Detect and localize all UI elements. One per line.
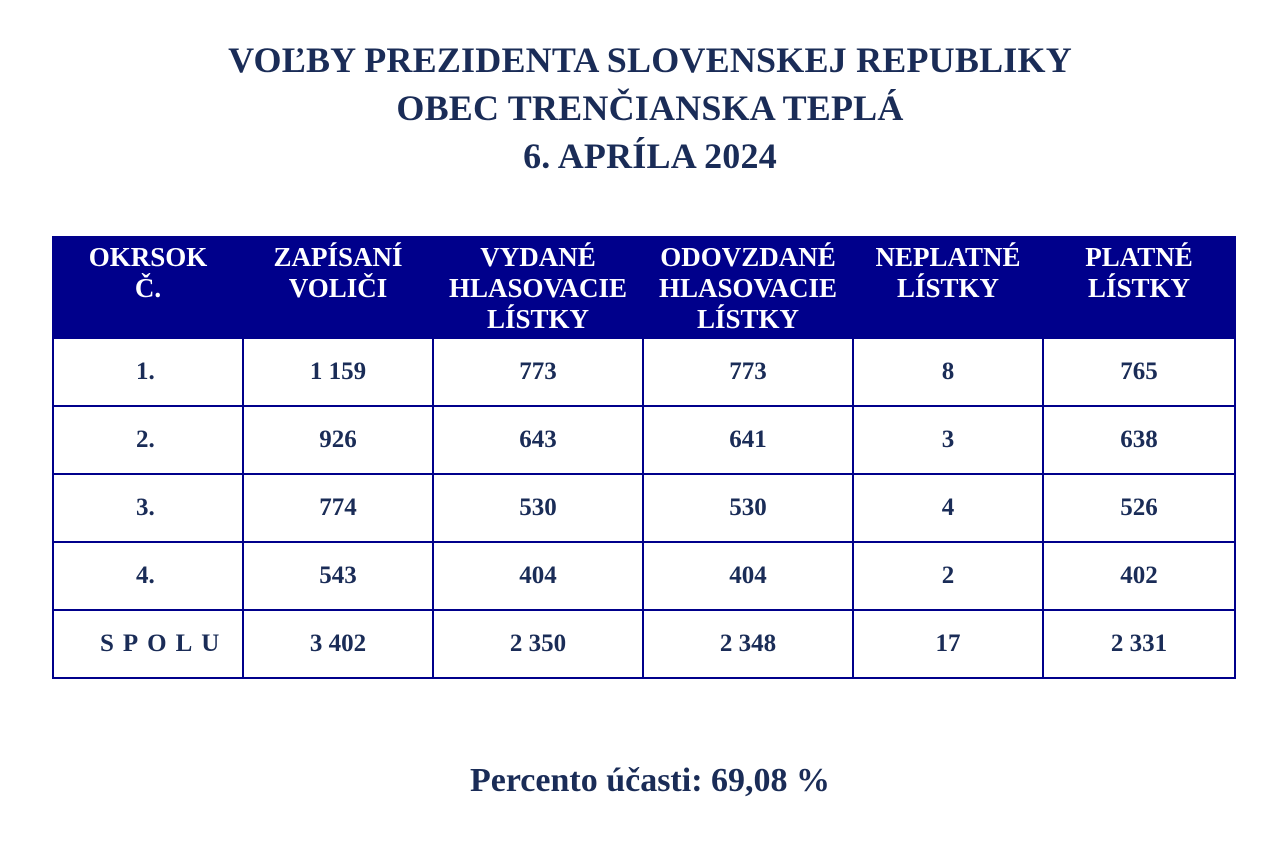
cell-submitted: 404 (643, 542, 853, 610)
cell-invalid: 8 (853, 338, 1043, 406)
header-submitted-line1: ODOVZDANÉ (660, 242, 836, 272)
title-line-municipality: OBEC TRENČIANSKA TEPLÁ (396, 88, 904, 128)
table-total-row (53, 610, 1235, 678)
table-row (53, 338, 1235, 406)
cell-registered: 774 (243, 474, 433, 542)
table-row (53, 474, 1235, 542)
cell-valid: 765 (1043, 338, 1235, 406)
cell-okrsok: 2. (53, 406, 243, 474)
header-okrsok-line1: OKRSOK (88, 242, 208, 272)
cell-valid: 526 (1043, 474, 1235, 542)
results-table (52, 236, 1236, 679)
header-submitted-ballots (643, 237, 853, 338)
table-row (53, 406, 1235, 474)
header-submitted-line3: LÍSTKY (696, 304, 800, 334)
header-valid-line2: LÍSTKY (1087, 273, 1191, 303)
header-okrsok (53, 237, 243, 338)
cell-invalid: 2 (853, 542, 1043, 610)
header-issued-line3: LÍSTKY (486, 304, 590, 334)
header-invalid-ballots (853, 237, 1043, 338)
header-submitted-line2: HLASOVACIE (658, 273, 838, 303)
header-invalid-line2: LÍSTKY (896, 273, 1000, 303)
table-header-row (53, 237, 1235, 338)
cell-total-label: SPOLU (53, 610, 243, 678)
cell-submitted: 641 (643, 406, 853, 474)
turnout-percentage: Percento účasti: 69,08 % (469, 762, 831, 799)
cell-invalid: 4 (853, 474, 1043, 542)
cell-submitted: 530 (643, 474, 853, 542)
cell-issued: 773 (433, 338, 643, 406)
header-registered-voters (243, 237, 433, 338)
header-registered-line1: ZAPÍSANÍ (273, 242, 403, 272)
header-issued-ballots (433, 237, 643, 338)
cell-issued: 643 (433, 406, 643, 474)
cell-registered: 1 159 (243, 338, 433, 406)
cell-invalid: 3 (853, 406, 1043, 474)
header-invalid-line1: NEPLATNÉ (875, 242, 1021, 272)
cell-issued: 530 (433, 474, 643, 542)
cell-okrsok: 1. (53, 338, 243, 406)
header-valid-line1: PLATNÉ (1085, 242, 1193, 272)
cell-submitted: 773 (643, 338, 853, 406)
document-title (0, 36, 1280, 180)
header-issued-line1: VYDANÉ (480, 242, 596, 272)
cell-registered: 543 (243, 542, 433, 610)
table-row (53, 542, 1235, 610)
cell-valid: 638 (1043, 406, 1235, 474)
title-line-election: VOĽBY PREZIDENTA SLOVENSKEJ REPUBLIKY (228, 40, 1072, 80)
cell-total-registered: 3 402 (243, 610, 433, 678)
cell-issued: 404 (433, 542, 643, 610)
header-valid-ballots (1043, 237, 1235, 338)
header-okrsok-line2: Č. (134, 273, 162, 303)
title-line-date: 6. APRÍLA 2024 (523, 136, 777, 176)
cell-okrsok: 4. (53, 542, 243, 610)
cell-registered: 926 (243, 406, 433, 474)
cell-valid: 402 (1043, 542, 1235, 610)
header-issued-line2: HLASOVACIE (448, 273, 628, 303)
cell-total-invalid: 17 (853, 610, 1043, 678)
cell-total-valid: 2 331 (1043, 610, 1235, 678)
cell-okrsok: 3. (53, 474, 243, 542)
cell-total-issued: 2 350 (433, 610, 643, 678)
cell-total-submitted: 2 348 (643, 610, 853, 678)
header-registered-line2: VOLIČI (288, 273, 388, 303)
